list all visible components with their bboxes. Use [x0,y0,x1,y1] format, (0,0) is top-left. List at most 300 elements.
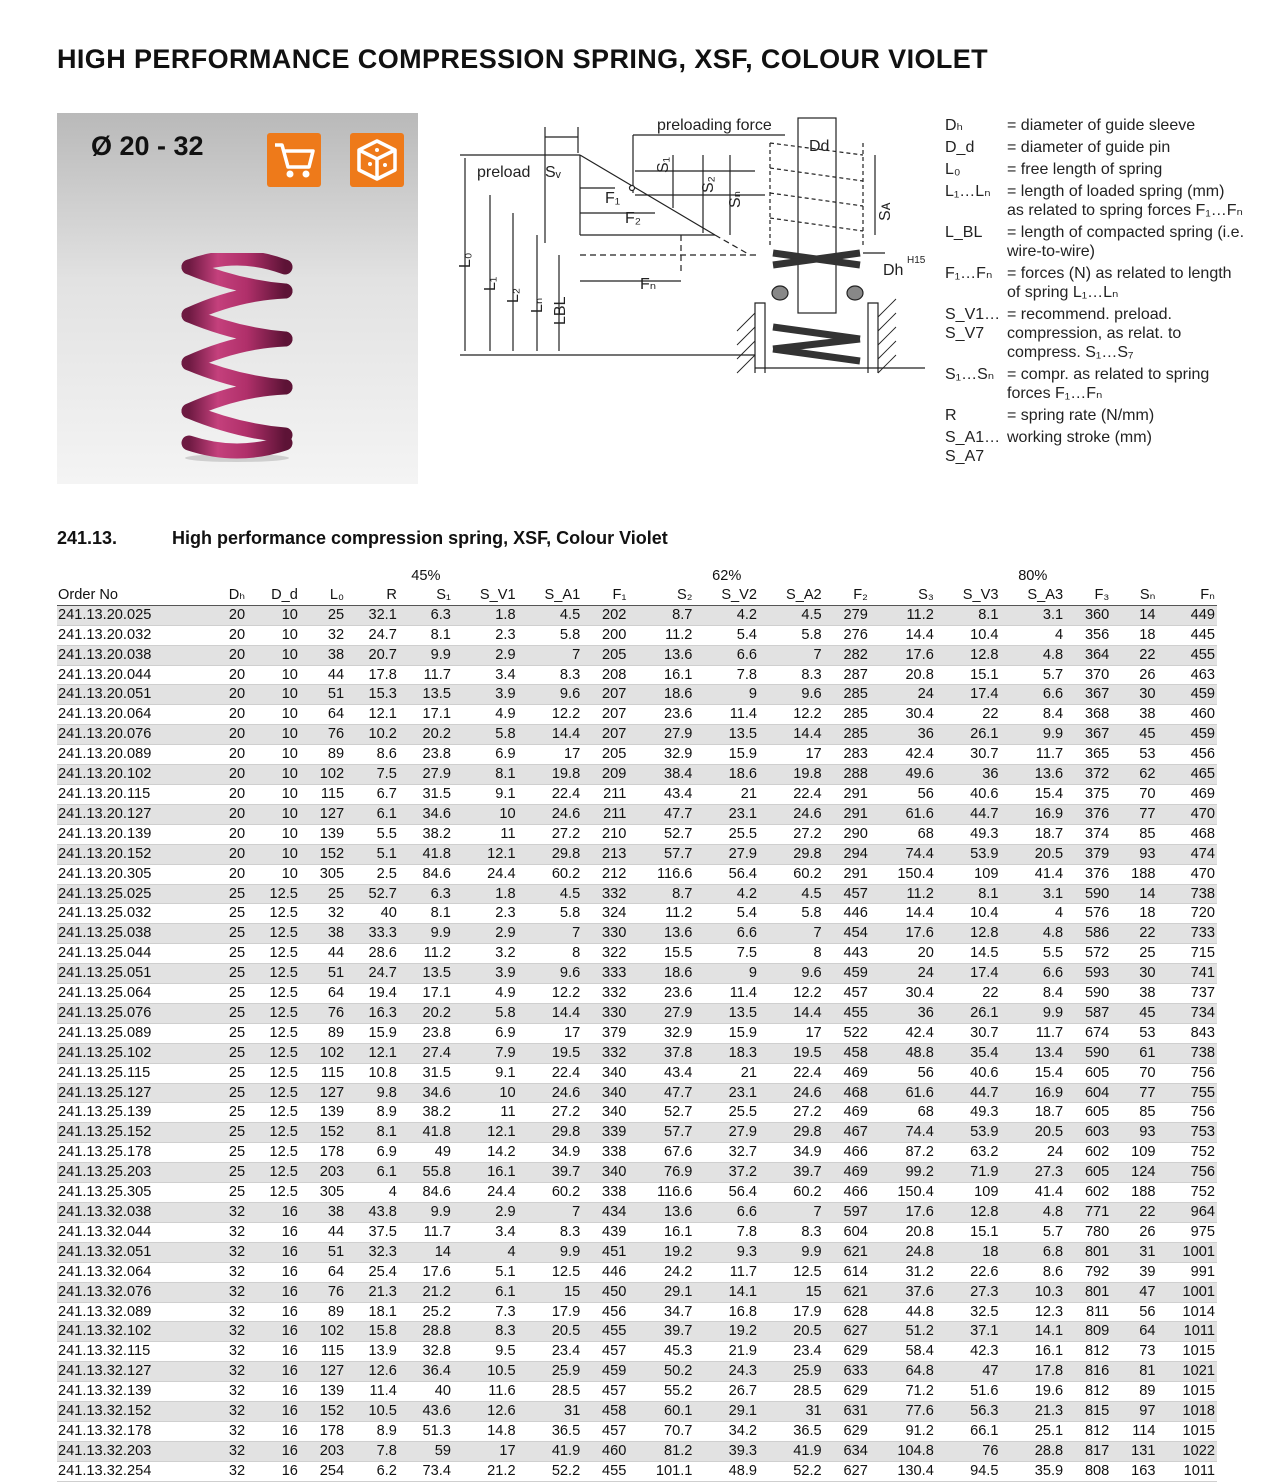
column-header: S_V1 [453,586,518,605]
table-cell: 25 [214,1183,247,1203]
table-cell: 41.8 [399,844,453,864]
table-cell: 53 [1111,1023,1157,1043]
table-cell: 6.6 [1000,964,1065,984]
table-cell: 53.9 [936,844,1001,864]
table-cell: 16 [247,1222,300,1242]
table-cell: 32.5 [936,1302,1001,1322]
column-header-row [57,586,1217,605]
table-cell: 4 [1000,904,1065,924]
table-cell: 11.6 [453,1382,518,1402]
table-cell: 205 [582,745,628,765]
table-cell: 6.8 [1000,1242,1065,1262]
table-cell: 29.8 [518,1123,583,1143]
table-cell: 52.7 [628,824,694,844]
table-cell: 23.6 [628,984,694,1004]
table-cell: 21 [694,784,759,804]
table-cell: 50.2 [628,1362,694,1382]
table-cell: 3.9 [453,964,518,984]
table-cell: 202 [582,605,628,625]
table-cell: 2.3 [453,625,518,645]
table-cell: 53.9 [936,1123,1001,1143]
table-cell: 597 [824,1203,870,1223]
table-cell: 12.5 [759,1262,824,1282]
table-cell: 20 [870,944,936,964]
table-cell: 17.1 [399,984,453,1004]
table-cell: 44.7 [936,804,1001,824]
table-cell: 460 [582,1441,628,1461]
table-cell: 45.3 [628,1342,694,1362]
table-cell: 97 [1111,1402,1157,1422]
table-cell: 7.5 [694,944,759,964]
table-cell: 674 [1065,1023,1111,1043]
table-cell: 21.3 [346,1282,399,1302]
table-cell: 9.3 [694,1242,759,1262]
table-row [57,745,1217,765]
table-cell: 27.3 [936,1282,1001,1302]
table-cell: 139 [300,824,346,844]
table-cell: 139 [300,1382,346,1402]
table-cell: 9.6 [759,964,824,984]
table-cell: 12.8 [936,1203,1001,1223]
table-cell: 5.4 [694,904,759,924]
table-cell: 752 [1157,1143,1217,1163]
table-cell: 5.8 [759,625,824,645]
table-row [57,1203,1217,1223]
table-cell: 14.1 [1000,1322,1065,1342]
table-cell: 991 [1157,1262,1217,1282]
table-row [57,904,1217,924]
table-cell: 10 [247,824,300,844]
table-cell: 376 [1065,864,1111,884]
table-cell: 602 [1065,1183,1111,1203]
table-row [57,645,1217,665]
table-cell: 32 [214,1441,247,1461]
table-cell: 51 [300,1242,346,1262]
table-cell: 41.9 [518,1441,583,1461]
table-cell: 8.1 [453,765,518,785]
table-cell: 756 [1157,1163,1217,1183]
percent-header-cell [247,567,300,586]
table-cell: 459 [1157,685,1217,705]
table-cell: 47 [936,1362,1001,1382]
table-cell: 16 [247,1302,300,1322]
table-cell: 13.6 [628,1203,694,1223]
table-cell: 8.9 [346,1103,399,1123]
table-cell: 17.6 [870,1203,936,1223]
table-cell: 8.1 [346,1123,399,1143]
table-cell: 12.1 [346,1043,399,1063]
cad-download-button[interactable] [350,133,404,187]
table-cell: 10 [247,725,300,745]
table-cell: 40 [346,904,399,924]
table-cell: 756 [1157,1103,1217,1123]
table-cell: 811 [1065,1302,1111,1322]
table-cell: 439 [582,1222,628,1242]
order-number-cell: 241.13.25.038 [57,924,214,944]
table-row [57,1461,1217,1481]
table-cell: 470 [1157,804,1217,824]
table-cell: 340 [582,1103,628,1123]
table-cell: 32 [214,1342,247,1362]
table-cell: 152 [300,1402,346,1422]
table-row [57,944,1217,964]
table-cell: 605 [1065,1103,1111,1123]
table-cell: 34.6 [399,804,453,824]
table-cell: 627 [824,1322,870,1342]
table-cell: 11 [453,824,518,844]
table-cell: 29.1 [628,1282,694,1302]
table-cell: 32 [214,1322,247,1342]
table-cell: 6.1 [346,804,399,824]
table-cell: 322 [582,944,628,964]
table-cell: 36.5 [759,1421,824,1441]
table-cell: 18.7 [1000,1103,1065,1123]
table-row [57,1362,1217,1382]
table-row [57,1322,1217,1342]
table-cell: 32.9 [628,745,694,765]
table-cell: 4.8 [1000,645,1065,665]
table-cell: 287 [824,665,870,685]
table-cell: 139 [300,1103,346,1123]
table-cell: 469 [1157,784,1217,804]
table-cell: 89 [300,1302,346,1322]
table-cell: 374 [1065,824,1111,844]
table-cell: 16 [247,1402,300,1422]
table-cell: 6.9 [453,1023,518,1043]
order-number-cell: 241.13.32.178 [57,1421,214,1441]
table-cell: 20.5 [759,1322,824,1342]
table-cell: 43.8 [346,1203,399,1223]
table-cell: 67.6 [628,1143,694,1163]
table-cell: 32 [214,1402,247,1422]
legend-symbol: L₀ [945,161,961,178]
table-cell: 56 [870,1063,936,1083]
table-cell: 12.5 [247,964,300,984]
order-number-cell: 241.13.32.076 [57,1282,214,1302]
table-cell: 36.4 [399,1362,453,1382]
table-cell: 29.8 [759,1123,824,1143]
table-cell: 14 [399,1242,453,1262]
table-cell: 443 [824,944,870,964]
table-cell: 9.9 [399,1203,453,1223]
table-cell: 152 [300,844,346,864]
order-number-cell: 241.13.20.139 [57,824,214,844]
table-cell: 130.4 [870,1461,936,1481]
table-cell: 587 [1065,1003,1111,1023]
table-cell: 18.6 [694,765,759,785]
table-cell: 25.5 [694,1103,759,1123]
percent-header-cell: 62% [712,568,742,584]
table-cell: 741 [1157,964,1217,984]
table-cell: 38 [300,1203,346,1223]
table-cell: 305 [300,1183,346,1203]
table-cell: 22 [1111,924,1157,944]
order-number-cell: 241.13.25.102 [57,1043,214,1063]
percent-header-cell: 45% [411,568,441,584]
table-cell: 27.9 [628,1003,694,1023]
table-cell: 5.4 [694,625,759,645]
table-cell: 77.6 [870,1402,936,1422]
table-cell: 12.5 [247,884,300,904]
table-cell: 604 [1065,1083,1111,1103]
table-cell: 13.6 [1000,765,1065,785]
table-cell: 27.9 [628,725,694,745]
table-cell: 22.6 [936,1262,1001,1282]
table-cell: 10.4 [936,904,1001,924]
table-cell: 85 [1111,824,1157,844]
table-cell: 64 [1111,1322,1157,1342]
table-cell: 379 [1065,844,1111,864]
table-cell: 38.2 [399,1103,453,1123]
table-cell: 47.7 [628,1083,694,1103]
table-cell: 15.1 [936,665,1001,685]
table-cell: 49.3 [936,824,1001,844]
table-cell: 25 [214,884,247,904]
table-cell: 35.9 [1000,1461,1065,1481]
table-cell: 55.2 [628,1382,694,1402]
table-cell: 6.3 [399,605,453,625]
table-cell: 843 [1157,1023,1217,1043]
table-cell: 31.5 [399,1063,453,1083]
table-cell: 6.6 [694,924,759,944]
table-cell: 11.2 [628,904,694,924]
table-cell: 621 [824,1282,870,1302]
table-cell: 32.1 [346,605,399,625]
table-cell: 285 [824,725,870,745]
table-cell: 209 [582,765,628,785]
table-cell: 27.4 [399,1043,453,1063]
table-cell: 76 [936,1441,1001,1461]
table-cell: 15.5 [628,944,694,964]
table-cell: 60.2 [759,1183,824,1203]
legend-row [945,116,1245,135]
preloading-force-label: preloading force [657,117,772,134]
table-cell: 52.2 [759,1461,824,1481]
table-row [57,1003,1217,1023]
table-row [57,1282,1217,1302]
table-cell: 13.9 [346,1342,399,1362]
table-cell: 12.5 [247,1103,300,1123]
table-cell: 31.5 [399,784,453,804]
table-cell: 16 [247,1362,300,1382]
table-cell: 4.5 [759,605,824,625]
table-cell: 39.7 [759,1163,824,1183]
table-cell: 23.8 [399,1023,453,1043]
table-cell: 20.7 [346,645,399,665]
table-cell: 469 [824,1163,870,1183]
order-number-cell: 241.13.25.203 [57,1163,214,1183]
table-cell: 7.8 [346,1441,399,1461]
table-cell: 39.3 [694,1441,759,1461]
table-cell: 32.9 [628,1023,694,1043]
table-cell: 457 [582,1382,628,1402]
order-number-cell: 241.13.25.152 [57,1123,214,1143]
table-cell: 631 [824,1402,870,1422]
table-cell: 457 [582,1421,628,1441]
table-cell: 634 [824,1441,870,1461]
table-cell: 15.8 [346,1322,399,1342]
table-cell: 20 [214,665,247,685]
table-cell: 14 [1111,605,1157,625]
table-cell: 20.2 [399,1003,453,1023]
table-cell: 10 [247,844,300,864]
table-cell: 285 [824,685,870,705]
table-row [57,1302,1217,1322]
order-number-cell: 241.13.32.051 [57,1242,214,1262]
table-cell: 48.9 [694,1461,759,1481]
table-cell: 603 [1065,1123,1111,1143]
table-cell: 1001 [1157,1282,1217,1302]
order-number-cell: 241.13.32.115 [57,1342,214,1362]
table-cell: 1015 [1157,1382,1217,1402]
table-cell: 324 [582,904,628,924]
table-cell: 10.3 [1000,1282,1065,1302]
table-cell: 51.6 [936,1382,1001,1402]
order-number-cell: 241.13.25.051 [57,964,214,984]
table-cell: 3.1 [1000,884,1065,904]
table-cell: 43.4 [628,784,694,804]
table-cell: 30.7 [936,1023,1001,1043]
table-cell: 7 [518,924,583,944]
table-cell: 31 [759,1402,824,1422]
table-cell: 25 [214,984,247,1004]
table-cell: 56.4 [694,864,759,884]
table-cell: 291 [824,784,870,804]
table-cell: 5.1 [453,1262,518,1282]
table-cell: 738 [1157,1043,1217,1063]
table-cell: 27.2 [759,1103,824,1123]
table-cell: 25 [300,605,346,625]
table-cell: 9.9 [759,1242,824,1262]
table-cell: 102 [300,1043,346,1063]
table-cell: 458 [582,1402,628,1422]
table-cell: 41.4 [1000,864,1065,884]
table-cell: 178 [300,1143,346,1163]
table-cell: 4.9 [453,705,518,725]
table-cell: 5.8 [453,1003,518,1023]
table-cell: 77 [1111,804,1157,824]
table-row [57,605,1217,625]
spring-spec-table [57,567,1217,1482]
legend-symbol: L_BL [945,224,983,241]
table-cell: 25 [214,1043,247,1063]
table-cell: 4.2 [694,884,759,904]
table-cell: 210 [582,824,628,844]
table-cell: 364 [1065,645,1111,665]
table-cell: 36.5 [518,1421,583,1441]
order-number-cell: 241.13.20.089 [57,745,214,765]
table-cell: 15.3 [346,685,399,705]
table-cell: 12.8 [936,924,1001,944]
percent-header-cell [57,567,214,586]
table-cell: 56 [870,784,936,804]
table-cell: 211 [582,804,628,824]
table-cell: 17.8 [1000,1362,1065,1382]
table-cell: 7.5 [346,765,399,785]
table-cell: 463 [1157,665,1217,685]
l0-label: L₀ [457,252,474,268]
table-cell: 9.6 [518,964,583,984]
table-row [57,625,1217,645]
table-cell: 14.4 [759,725,824,745]
table-cell: 208 [582,665,628,685]
table-cell: 780 [1065,1222,1111,1242]
table-cell: 203 [300,1441,346,1461]
table-cell: 59 [399,1441,453,1461]
table-cell: 456 [582,1302,628,1322]
table-cell: 7 [518,645,583,665]
table-cell: 76 [300,1003,346,1023]
table-cell: 12.2 [759,984,824,1004]
table-cell: 590 [1065,884,1111,904]
table-cell: 4.5 [518,884,583,904]
table-cell: 376 [1065,804,1111,824]
table-row [57,1023,1217,1043]
table-cell: 42.4 [870,745,936,765]
table-cell: 66.1 [936,1421,1001,1441]
table-cell: 332 [582,984,628,1004]
table-row [57,1342,1217,1362]
table-cell: 24 [1000,1143,1065,1163]
table-cell: 633 [824,1362,870,1382]
table-cell: 4.9 [453,984,518,1004]
table-cell: 25.1 [1000,1421,1065,1441]
table-cell: 12.1 [453,1123,518,1143]
sa-label: Sᴀ [877,202,894,221]
table-cell: 375 [1065,784,1111,804]
table-cell: 53 [1111,745,1157,765]
add-to-cart-button[interactable] [267,133,321,187]
table-cell: 91.2 [870,1421,936,1441]
percent-header-cell [870,567,936,586]
table-cell: 73.4 [399,1461,453,1481]
table-cell: 254 [300,1461,346,1481]
table-cell: 115 [300,1063,346,1083]
table-cell: 3.4 [453,665,518,685]
table-cell: 43.6 [399,1402,453,1422]
table-cell: 38 [300,924,346,944]
table-cell: 99.2 [870,1163,936,1183]
table-cell: 207 [582,685,628,705]
table-cell: 4.2 [694,605,759,625]
sv-label: Sᵥ [545,164,561,181]
table-cell: 127 [300,804,346,824]
table-cell: 21.2 [453,1461,518,1481]
table-cell: 2.9 [453,924,518,944]
table-cell: 211 [582,784,628,804]
table-cell: 203 [300,1163,346,1183]
table-cell: 28.6 [346,944,399,964]
table-cell: 817 [1065,1441,1111,1461]
table-cell: 18 [936,1242,1001,1262]
table-cell: 76 [300,725,346,745]
table-cell: 35.4 [936,1043,1001,1063]
table-row [57,1222,1217,1242]
table-cell: 71.9 [936,1163,1001,1183]
table-cell: 330 [582,1003,628,1023]
table-cell: 76.9 [628,1163,694,1183]
table-cell: 51 [300,685,346,705]
symbol-legend [945,116,1245,469]
table-cell: 32 [300,625,346,645]
table-cell: 32 [214,1203,247,1223]
table-cell: 14 [1111,884,1157,904]
legend-row [945,365,1245,403]
table-cell: 16 [247,1262,300,1282]
table-cell: 12.5 [247,984,300,1004]
table-cell: 18 [1111,904,1157,924]
order-number-cell: 241.13.20.025 [57,605,214,625]
